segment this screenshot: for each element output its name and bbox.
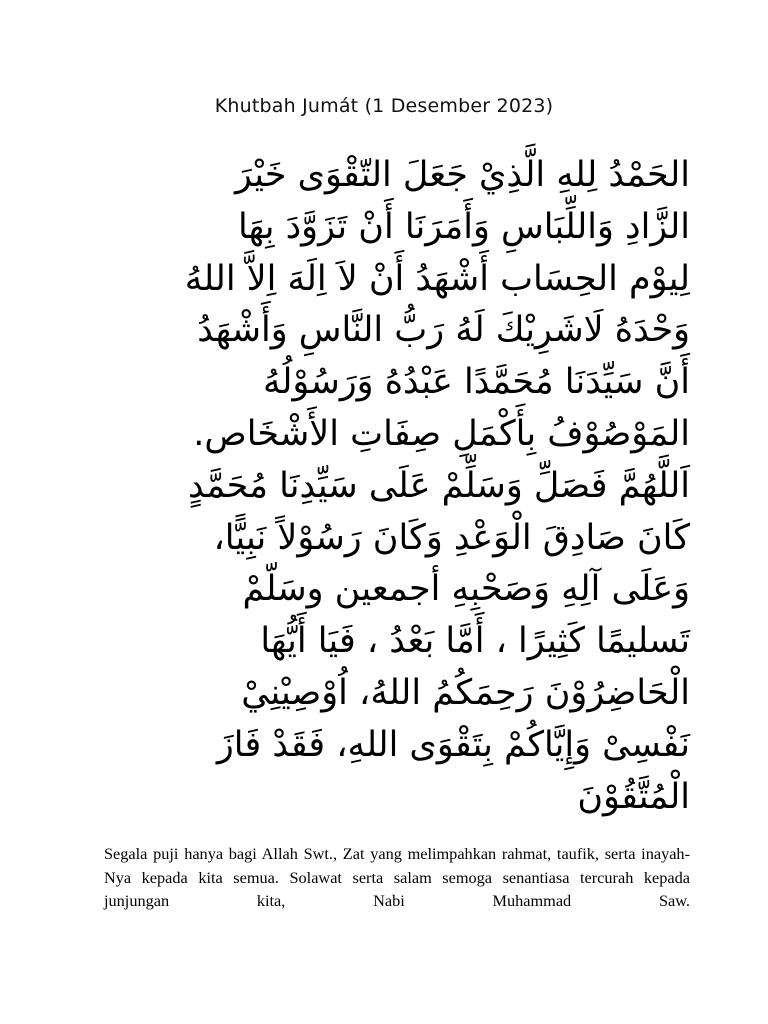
arabic-line: الْمُتَّقُوْنَ <box>577 776 690 817</box>
arabic-line: لِيوْم الحِسَاب أَشْهَدُ أَنْ لاَ اِلَهَ اِلاَّ اللهُ <box>184 258 690 299</box>
arabic-line: وَحْدَهُ لَاشَرِيْكَ لَهُ رَبُّ النَّاسِ وَأَشْهَدُ <box>197 310 690 351</box>
page-title: Khutbah Jumát (1 Desember 2023) <box>214 95 554 117</box>
arabic-line: الزَّادِ وَاللِّبَاسِ وَأَمَرَنَا أَنْ تَزَوَّدَ بِهَا <box>237 206 690 247</box>
arabic-line: أَنَّ سَيِّدَنَا مُحَمَّدًا عَبْدُهُ وَرَسُوْلُهُ <box>262 362 690 403</box>
arabic-line: نَفْسِىْ وَإِيَّاكُمْ بِتَقْوَى اللهِ، فَقَدْ فَازَ <box>216 724 690 765</box>
arabic-text-block <box>104 150 690 823</box>
arabic-line: المَوْصُوْفُ بِأَكْمَلِ صِفَاتِ الأَشْخَاص. <box>193 413 690 454</box>
arabic-line: كَانَ صَادِقَ الْوَعْدِ وَكَانَ رَسُوْلاً نَبِيًّا، <box>213 517 690 558</box>
translation-paragraph: Segala puji hanya bagi Allah Swt., Zat yang melimpahkan rahmat, taufik, serta inayah-Nya kepada kita semua. Solawat serta salam semoga senantiasa tercurah kepada junjungan kita, Nabi Muhammad Saw. <box>104 844 690 910</box>
arabic-line: الْحَاضِرُوْنَ رَحِمَكُمُ اللهُ، اُوْصِيْنِيْ <box>241 672 690 713</box>
arabic-line: الحَمْدُ لِلهِ الَّذِيْ جَعَلَ التّقْوَى خَيْرَ <box>234 155 690 195</box>
arabic-line: وَعَلَى آلِهِ وَصَحْبِهِ أجمعين وسَلّمْ <box>242 569 690 610</box>
arabic-line: اَللَّهُمَّ فَصَلِّ وَسَلِّمْ عَلَى سَيِّدِنَا مُحَمَّدٍ <box>188 465 690 506</box>
arabic-line: تَسليمًا كَثِيرًا ، أَمَّا بَعْدُ ، فَيَا أَيُّهَا <box>260 621 690 662</box>
